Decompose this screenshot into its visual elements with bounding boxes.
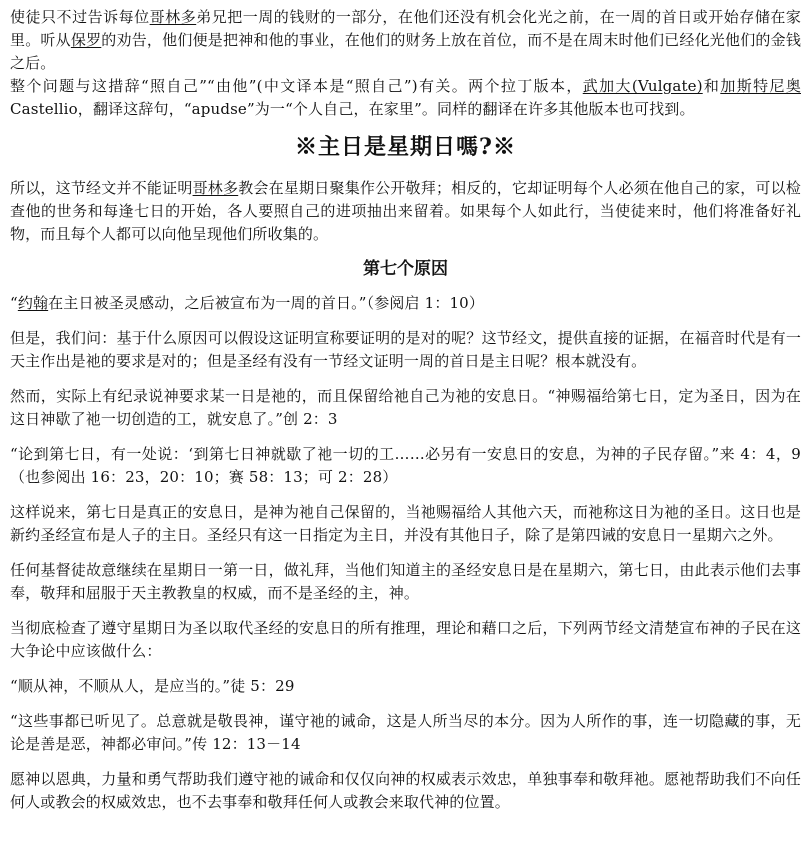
text-run: 教会在星期日聚集作公开敬拜；相反的，它却证明每个人必须在他自己的家，可以检查他的世务和每逢七日的开始，各人要照自己的进项抽出来留着。如果每个人如此行，当使徒来时，他们将准备好礼物，而且每个人都可以向他呈现他们所收集的。	[10, 179, 801, 243]
text-run: “	[10, 294, 18, 312]
underlined-term-corinth: 哥林多	[149, 8, 197, 26]
paragraph-question: 但是，我们问：基于什么原因可以假设这证明宣称要证明的是对的呢？这节经文，提供直接的证据，在福音时代是有一天主作出是祂的要求是对的；但是圣经有没有一节经文证明一周的首日是主日呢？根本就没有。	[10, 329, 801, 370]
text-run: 弟兄把一周的钱财的一部分，在他们还没有机会化光之前，在一周的首日或开始存储在家里。听从	[10, 8, 802, 49]
text-run: 在主日被圣灵感动，之后被宣布为一周的首日。”（参阅启 1：10）	[48, 294, 485, 312]
paragraph-acts-quote: “顺从神，不顺从人，是应当的。”徒 5：29	[10, 677, 295, 695]
text-run: 所以，这节经文并不能证明	[10, 179, 193, 197]
underlined-term-castellio: 加斯特尼奥	[720, 77, 801, 95]
paragraph-hebrews: “论到第七日，有一处说：‘到第七日神就歇了祂一切的工……必另有一安息日的安息，为神的子民存留。”来 4：4，9（也参阅出 16：23，20：10；赛 58：13；可 2：28）	[10, 445, 801, 486]
paragraph-examination: 当彻底检查了遵守星期日为圣以取代圣经的安息日的所有推理，理论和藉口之后，下列两节经文清楚宣布神的子民在这大争论中应该做什么：	[10, 619, 801, 660]
text-run: Castellio，翻译这辞句，“apudse”为一“个人自己，在家里”。同样的翻译在许多其他版本也可找到。	[10, 100, 695, 118]
text-run: 使徒只不过告诉每位	[10, 8, 150, 26]
underlined-term-john: 约翰	[17, 294, 49, 312]
paragraph-true-sabbath: 这样说来，第七日是真正的安息日，是神为祂自己保留的，当祂赐福给人其他六天，而祂称这日为祂的圣日。这日也是新约圣经宣布是人子的主日。圣经只有这一日指定为主日，并没有其他日子，除了是第四诫的安息日一星期六之外。	[10, 503, 801, 544]
text-run: 的劝告，他们便是把神和他的事业，在他们的财务上放在首位，而不是在周末时他们已经化光他们的金钱之后。	[10, 31, 802, 72]
underlined-term-vulgate: 武加大(Vulgate)	[582, 77, 703, 95]
paragraph-christians-sunday: 任何基督徒故意继续在星期日一第一日，做礼拜，当他们知道主的圣经安息日是在星期六，第七日，由此表示他们去事奉，敬拜和屈服于天主教教皇的权威，而不是圣经的主，神。	[10, 561, 801, 602]
paragraph-latin-versions	[10, 75, 801, 121]
text-run: 和	[702, 77, 721, 95]
paragraph-closing-prayer: 愿神以恩典，力量和勇气帮助我们遵守祂的诫命和仅仅向神的权威表示效忠，单独事奉和敬拜祂。愿祂帮助我们不向任何人或教会的权威效忠，也不去事奉和敬拜任何人或教会来取代神的位置。	[10, 770, 801, 811]
underlined-term-paul: 保罗	[70, 31, 102, 49]
text-run: 整个问题与这措辞“照自己”“由他”(中文译本是“照自己”)有关。两个拉丁版本，	[10, 77, 583, 95]
subheading-seventh-reason: 第七个原因	[363, 259, 448, 279]
paragraph-genesis: 然而，实际上有纪录说神要求某一日是祂的，而且保留给祂自己为祂的安息日。“神赐福给第七日，定为圣日，因为在这日神歇了祂一切创造的工，就安息了。”创 2：3	[10, 387, 801, 428]
paragraph-john-quote	[10, 292, 801, 315]
underlined-term-corinth: 哥林多	[192, 179, 239, 197]
section-heading-sunday: ※主日是星期日嗎?※	[295, 134, 516, 160]
paragraph-offering-at-home	[10, 6, 801, 75]
paragraph-conclusion-corinth	[10, 177, 801, 246]
paragraph-ecclesiastes-quote: “这些事都已听见了。总意就是敬畏神，谨守祂的诫命，这是人所当尽的本分。因为人所作的事，连一切隐藏的事，无论是善是恶，神都必审问。”传 12：13－14	[10, 712, 801, 753]
